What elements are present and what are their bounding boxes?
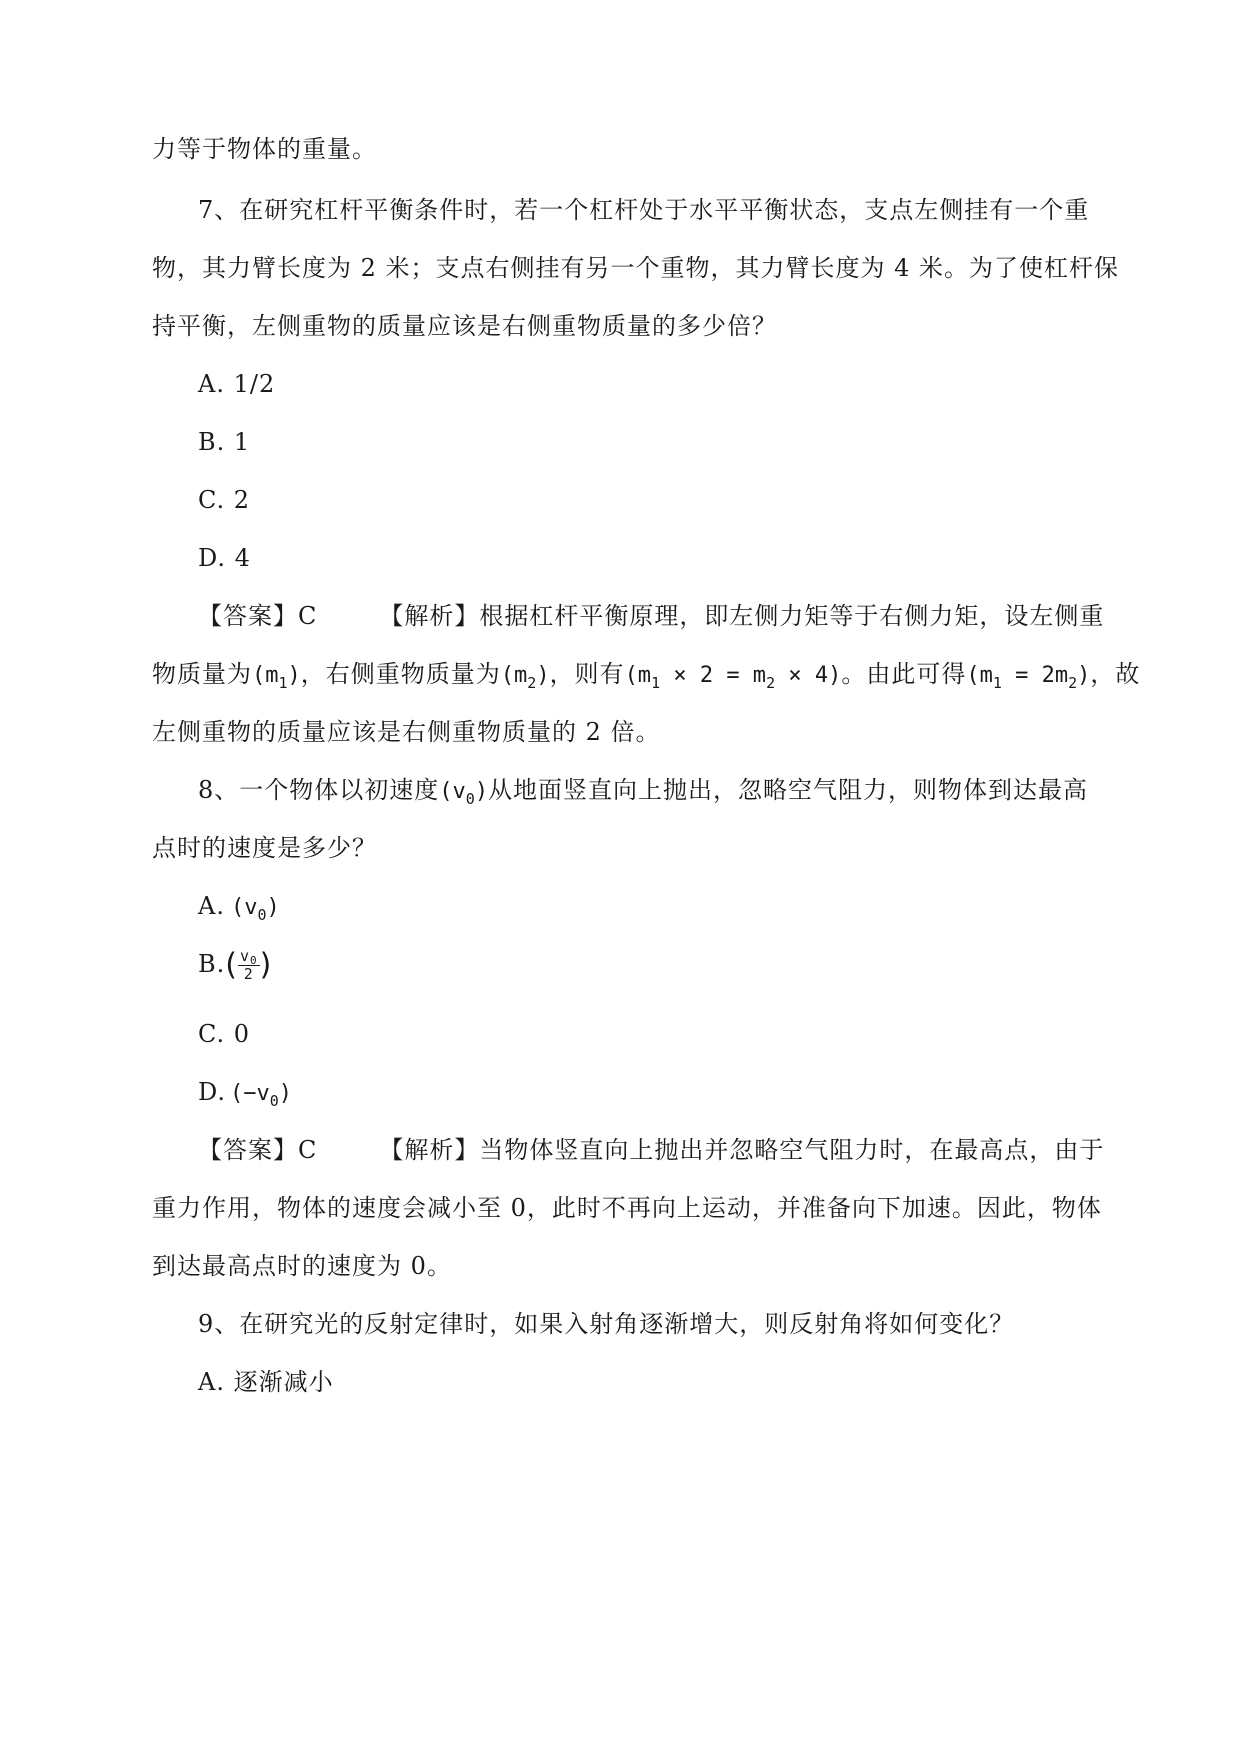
- option-b: B. 1: [198, 428, 251, 456]
- option-c: C. 0: [198, 1020, 251, 1048]
- question-8-line: 8、一个物体以初速度$(v_0)$从地面竖直向上抛出，忽略空气阻力，则物体到达最高: [198, 776, 1089, 808]
- answer-8-line: [198, 1134, 1138, 1166]
- analysis-text: ，故: [1090, 660, 1141, 688]
- analysis-text: 。由此可得: [841, 660, 967, 688]
- option-d: D. 4: [198, 544, 251, 572]
- option-b: B.( $\frac{v_0}{2}$ ): [198, 947, 273, 983]
- answer-8-line: 重力作用，物体的速度会减小至 0，此时不再向上运动，并准备向下加速。因此，物体: [152, 1194, 1102, 1222]
- math-result: $(m_1 = 2m_2)$: [966, 663, 1091, 692]
- option-a: A. $(v_0)$: [198, 892, 280, 924]
- option-c: C. 2: [198, 486, 251, 514]
- answer-8-line: 到达最高点时的速度为 0。: [152, 1252, 452, 1280]
- analysis-text: ，右侧重物质量为: [300, 660, 501, 688]
- answer-7-line: 左侧重物的质量应该是右侧重物质量的 2 倍。: [152, 718, 661, 746]
- answer-7-line: [198, 600, 1138, 632]
- question-7-line: 7、在研究杠杆平衡条件时，若一个杠杆处于水平平衡状态，支点左侧挂有一个重: [198, 196, 1090, 224]
- math-v0: $(v_0)$: [439, 779, 489, 808]
- answer-label: 【答案】C: [198, 602, 318, 630]
- text-line: 力等于物体的重量。: [152, 135, 377, 163]
- analysis-text: 【解析】当物体竖直向上抛出并忽略空气阻力时，在最高点，由于: [379, 1136, 1105, 1164]
- math-m1: $(m_1)$: [252, 663, 301, 692]
- question-9-line: 9、在研究光的反射定律时，如果入射角逐渐增大，则反射角将如何变化？: [198, 1310, 1015, 1338]
- analysis-text: 物质量为: [152, 660, 252, 688]
- question-7-line: 物，其力臂长度为 2 米；支点右侧挂有另一个重物，其力臂长度为 4 米。为了使杠杆保: [152, 254, 1120, 282]
- analysis-text: 【解析】根据杠杆平衡原理，即左侧力矩等于右侧力矩，设左侧重: [379, 602, 1105, 630]
- option-a: A. 逐渐减小: [198, 1368, 334, 1396]
- answer-7-line: [152, 658, 1141, 692]
- math-fraction: $\frac{v_0}{2}$: [239, 947, 258, 983]
- option-a: A. 1/2: [198, 370, 276, 398]
- question-7-line: 持平衡，左侧重物的质量应该是右侧重物质量的多少倍？: [152, 312, 777, 340]
- analysis-text: ，则有: [549, 660, 625, 688]
- math-m2: $(m_2)$: [500, 663, 550, 692]
- math-equation: $(m_1 \times 2 = m_2 \times 4)$: [624, 663, 842, 692]
- question-8-line: 点时的速度是多少？: [152, 834, 377, 862]
- answer-label: 【答案】C: [198, 1136, 318, 1164]
- option-d: D. $(-v_0)$: [198, 1078, 293, 1110]
